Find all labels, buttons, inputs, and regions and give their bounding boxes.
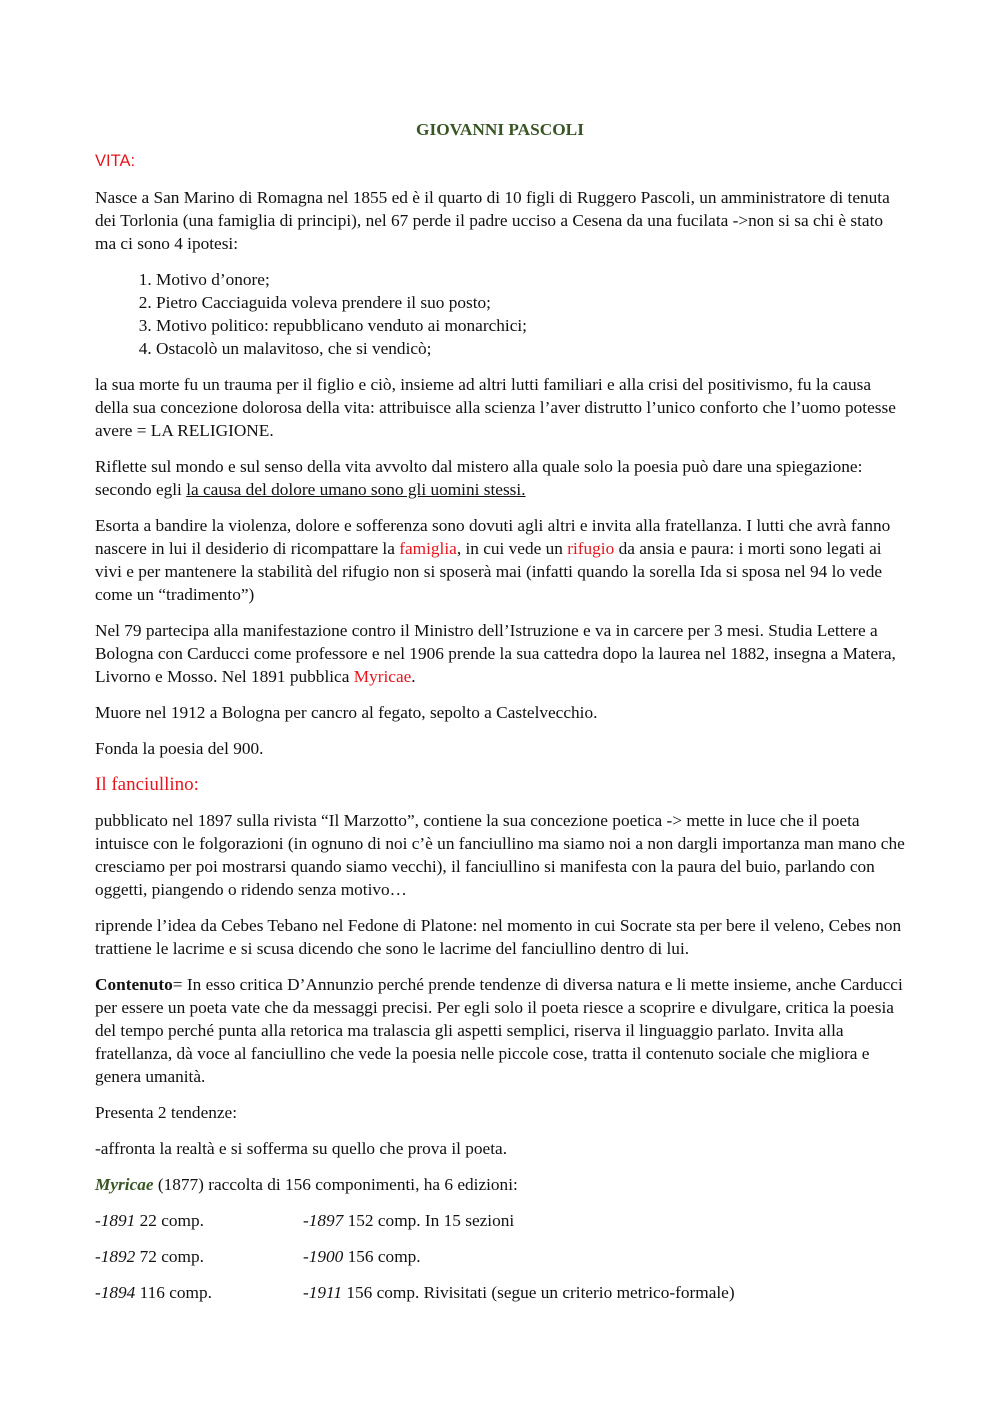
paragraph-esorta xyxy=(95,514,905,606)
edition-left xyxy=(95,1281,303,1304)
edition-row xyxy=(95,1209,905,1232)
paragraph-myricae xyxy=(95,1173,905,1196)
page-title: GIOVANNI PASCOLI xyxy=(416,120,584,139)
edition-row xyxy=(95,1245,905,1268)
document-page xyxy=(95,118,905,1317)
paragraph-tendenze: Presenta 2 tendenze: xyxy=(95,1103,238,1122)
hypotheses-list xyxy=(95,268,905,360)
edition-year: -1897 xyxy=(303,1211,344,1230)
paragraph-fonda: Fonda la poesia del 900. xyxy=(95,739,264,758)
paragraph-riflette xyxy=(95,455,905,501)
underlined-text: la causa del dolore umano sono gli uomini stessi. xyxy=(186,480,526,499)
list-item: 4. Ostacolò un malavitoso, che si vendicò; xyxy=(156,337,905,360)
edition-left xyxy=(95,1209,303,1232)
edition-right xyxy=(303,1245,905,1268)
edition-text: 152 comp. In 15 sezioni xyxy=(343,1211,515,1230)
text-run: Nel 79 partecipa alla manifestazione contro il Ministro dell’Istruzione e va in carcere per 3 mesi. Studia Lettere a Bologna con Carducci come professore e nel 1906 prende la sua cattedra dopo la laurea nel 1882, insegna a Matera, Livorno e Mosso. Nel 1891 pubblica xyxy=(95,621,896,686)
edition-year: -1900 xyxy=(303,1247,344,1266)
edition-text: 156 comp. Rivisitati (segue un criterio metrico-formale) xyxy=(342,1283,735,1302)
paragraph-cebes: riprende l’idea da Cebes Tebano nel Fedone di Platone: nel momento in cui Socrate sta per bere il veleno, Cebes non trattiene le lacrime e si scusa dicendo che sono le lacrime del fanciullino dentro di lui. xyxy=(95,916,902,958)
text-run: da ansia e paura: i morti sono legati ai vivi e per mantenere la stabilità del rifugio non si sposerà mai (infatti quando la sorella Ida si sposa nel 94 lo vede come un “tradimento”) xyxy=(95,539,883,604)
highlight-rifugio: rifugio xyxy=(567,539,615,558)
paragraph-morte: Muore nel 1912 a Bologna per cancro al fegato, sepolto a Castelvecchio. xyxy=(95,703,598,722)
paragraph-birth: Nasce a San Marino di Romagna nel 1855 ed è il quarto di 10 figli di Ruggero Pascoli, un amministratore di tenuta dei Torlonia (una famiglia di principi), nel 67 perde il padre ucciso a Cesena da una fucilata ->non si sa chi è stato ma ci sono 4 ipotesi: xyxy=(95,188,890,253)
edition-text: 156 comp. xyxy=(343,1247,421,1266)
edition-row xyxy=(95,1281,905,1304)
edition-year: -1891 xyxy=(95,1211,136,1230)
edition-text: 72 comp. xyxy=(135,1247,204,1266)
edition-left xyxy=(95,1245,303,1268)
list-item: 1. Motivo d’onore; xyxy=(156,268,905,291)
myricae-title: Myricae xyxy=(95,1175,154,1194)
text-run: Esorta a bandire la violenza, dolore e sofferenza sono dovuti agli altri e invita alla fratellanza. I lutti che avrà fanno nascere in lui il desiderio di ricompattare la xyxy=(95,516,891,558)
list-item: 3. Motivo politico: repubblicano venduto ai monarchici; xyxy=(156,314,905,337)
bold-label-contenuto: Contenuto xyxy=(95,975,173,994)
edition-text: 116 comp. xyxy=(135,1283,212,1302)
paragraph-pubblicato: pubblicato nel 1897 sulla rivista “Il Marzotto”, contiene la sua concezione poetica -> mette in luce che il poeta intuisce con le folgorazioni (in ognuno di noi c’è un fanciullino ma siamo noi a non dargli importanza man mano che cresciamo per poi mostrarsi quando siamo vecchi), il fanciullino si manifesta con la paura del buio, parlando con oggetti, piangendo o ridendo senza motivo… xyxy=(95,811,905,899)
highlight-myricae: Myricae xyxy=(353,667,412,686)
text-run: , in cui vede un xyxy=(456,539,568,558)
text-run: . xyxy=(411,667,416,686)
edition-year: -1894 xyxy=(95,1283,136,1302)
text-run: = In esso critica D’Annunzio perché prende tendenze di diversa natura e li mette insieme, anche Carducci per essere un poeta vate che da messaggi precisi. Per egli solo il poeta riesce a scoprire e divulgare, critica la poesia del tempo perché punta alla retorica ma tralascia gli aspetti semplici, riserva il linguaggio parlato. Invita alla fratellanza, dà voce al fanciullino che vede la poesia nelle piccole cose, tratta il contenuto sociale che migliora e genera umanità. xyxy=(95,975,903,1086)
paragraph-contenuto xyxy=(95,973,905,1088)
edition-right xyxy=(303,1209,905,1232)
paragraph-trauma: la sua morte fu un trauma per il figlio e ciò, insieme ad altri lutti familiari e alla crisi del positivismo, fu la causa della sua concezione dolorosa della vita: attribuisce alla scienza l’aver distrutto l’unico conforto che l’uomo potesse avere = LA RELIGIONE. xyxy=(95,375,896,440)
paragraph-realta: -affronta la realtà e si sofferma su quello che prova il poeta. xyxy=(95,1139,508,1158)
list-item: 2. Pietro Cacciaguida voleva prendere il suo posto; xyxy=(156,291,905,314)
text-run: (1877) raccolta di 156 componimenti, ha 6 edizioni: xyxy=(153,1175,518,1194)
edition-right xyxy=(303,1281,905,1304)
section-heading-vita: VITA: xyxy=(95,152,136,170)
section-heading-fanciullino: Il fanciullino: xyxy=(95,774,199,795)
paragraph-carriera xyxy=(95,619,905,688)
edition-text: 22 comp. xyxy=(135,1211,204,1230)
edition-year: -1892 xyxy=(95,1247,136,1266)
highlight-famiglia: famiglia xyxy=(399,539,457,558)
text-run: Riflette sul mondo e sul senso della vita avvolto dal mistero alla quale solo la poesia può dare una spiegazione: secondo egli xyxy=(95,457,863,499)
edition-year: -1911 xyxy=(303,1283,343,1302)
